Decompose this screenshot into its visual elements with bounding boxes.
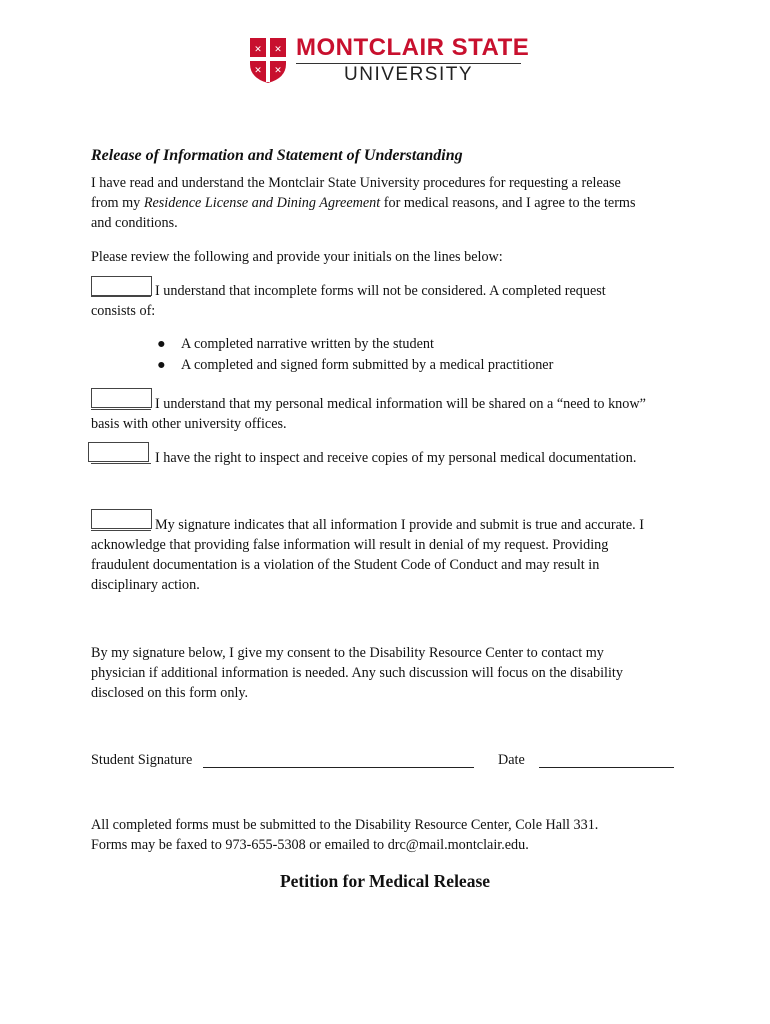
university-logo	[248, 34, 528, 86]
item-2-line-1: I understand that my personal medical information will be shared on a “need to know”	[155, 396, 646, 412]
submission-line-2: Forms may be faxed to 973-655-5308 or emailed to drc@mail.montclair.edu.	[91, 837, 529, 853]
intro-line-1: I have read and understand the Montclair State University procedures for requesting a release	[91, 175, 621, 191]
item-4-line-1: My signature indicates that all information I provide and submit is true and accurate. I	[155, 517, 644, 533]
student-signature-line[interactable]	[203, 767, 474, 768]
svg-text:✕: ✕	[254, 45, 262, 55]
bullet-icon: ●	[157, 336, 166, 352]
initials-line-2	[91, 409, 151, 410]
item-4-line-3: fraudulent documentation is a violation of the Student Code of Conduct and may result in	[91, 557, 600, 573]
student-signature-label: Student Signature	[91, 752, 193, 768]
consent-line-3: disclosed on this form only.	[91, 685, 249, 701]
svg-text:✕: ✕	[274, 66, 282, 76]
consent-line-2: physician if additional information is needed. Any such discussion will focus on the disability	[91, 665, 623, 681]
item-1-line-2: consists of:	[91, 303, 156, 319]
item-1-line-1: I understand that incomplete forms will not be considered. A completed request	[155, 283, 606, 299]
bullet-icon: ●	[157, 357, 166, 373]
svg-text:✕: ✕	[254, 66, 262, 76]
petition-heading: Petition for Medical Release	[279, 871, 491, 891]
bullet-text-1: A completed narrative written by the student	[181, 336, 434, 352]
submission-line-1: All completed forms must be submitted to the Disability Resource Center, Cole Hall 331.	[91, 817, 599, 833]
initials-field-2[interactable]	[91, 388, 152, 408]
document-title: Release of Information and Statement of Understanding	[91, 147, 463, 164]
date-line[interactable]	[539, 767, 674, 768]
logo-name-line1: MONTCLAIR STATE	[296, 34, 530, 61]
item-4-line-4: disciplinary action.	[91, 577, 200, 593]
logo-name-line2: UNIVERSITY	[344, 64, 474, 85]
intro-line-2	[91, 193, 636, 214]
initials-field-3[interactable]	[88, 442, 149, 462]
list-item	[157, 355, 553, 376]
item-3-line-1: I have the right to inspect and receive copies of my personal medical documentation.	[155, 450, 637, 466]
review-prompt: Please review the following and provide your initials on the lines below:	[91, 249, 503, 265]
list-item	[157, 334, 434, 355]
agreement-name: Residence License and Dining Agreement	[143, 195, 381, 211]
shield-crest-icon	[248, 36, 288, 84]
intro-line-2-pre: from my	[91, 195, 144, 211]
intro-line-2-post: for medical reasons, and I agree to the terms	[380, 195, 636, 211]
initials-line-4	[91, 530, 151, 531]
date-label: Date	[498, 752, 525, 768]
consent-line-1: By my signature below, I give my consent to the Disability Resource Center to contact my	[91, 645, 604, 661]
item-4-line-2: acknowledge that providing false information will result in denial of my request. Providing	[91, 537, 609, 553]
initials-line-3	[91, 463, 151, 464]
intro-line-3: and conditions.	[91, 215, 178, 231]
initials-field-1[interactable]	[91, 276, 152, 296]
initials-field-4[interactable]	[91, 509, 152, 529]
svg-text:✕: ✕	[274, 45, 282, 55]
item-2-line-2: basis with other university offices.	[91, 416, 287, 432]
bullet-text-2: A completed and signed form submitted by a medical practitioner	[181, 357, 554, 373]
initials-line-1	[91, 296, 151, 297]
